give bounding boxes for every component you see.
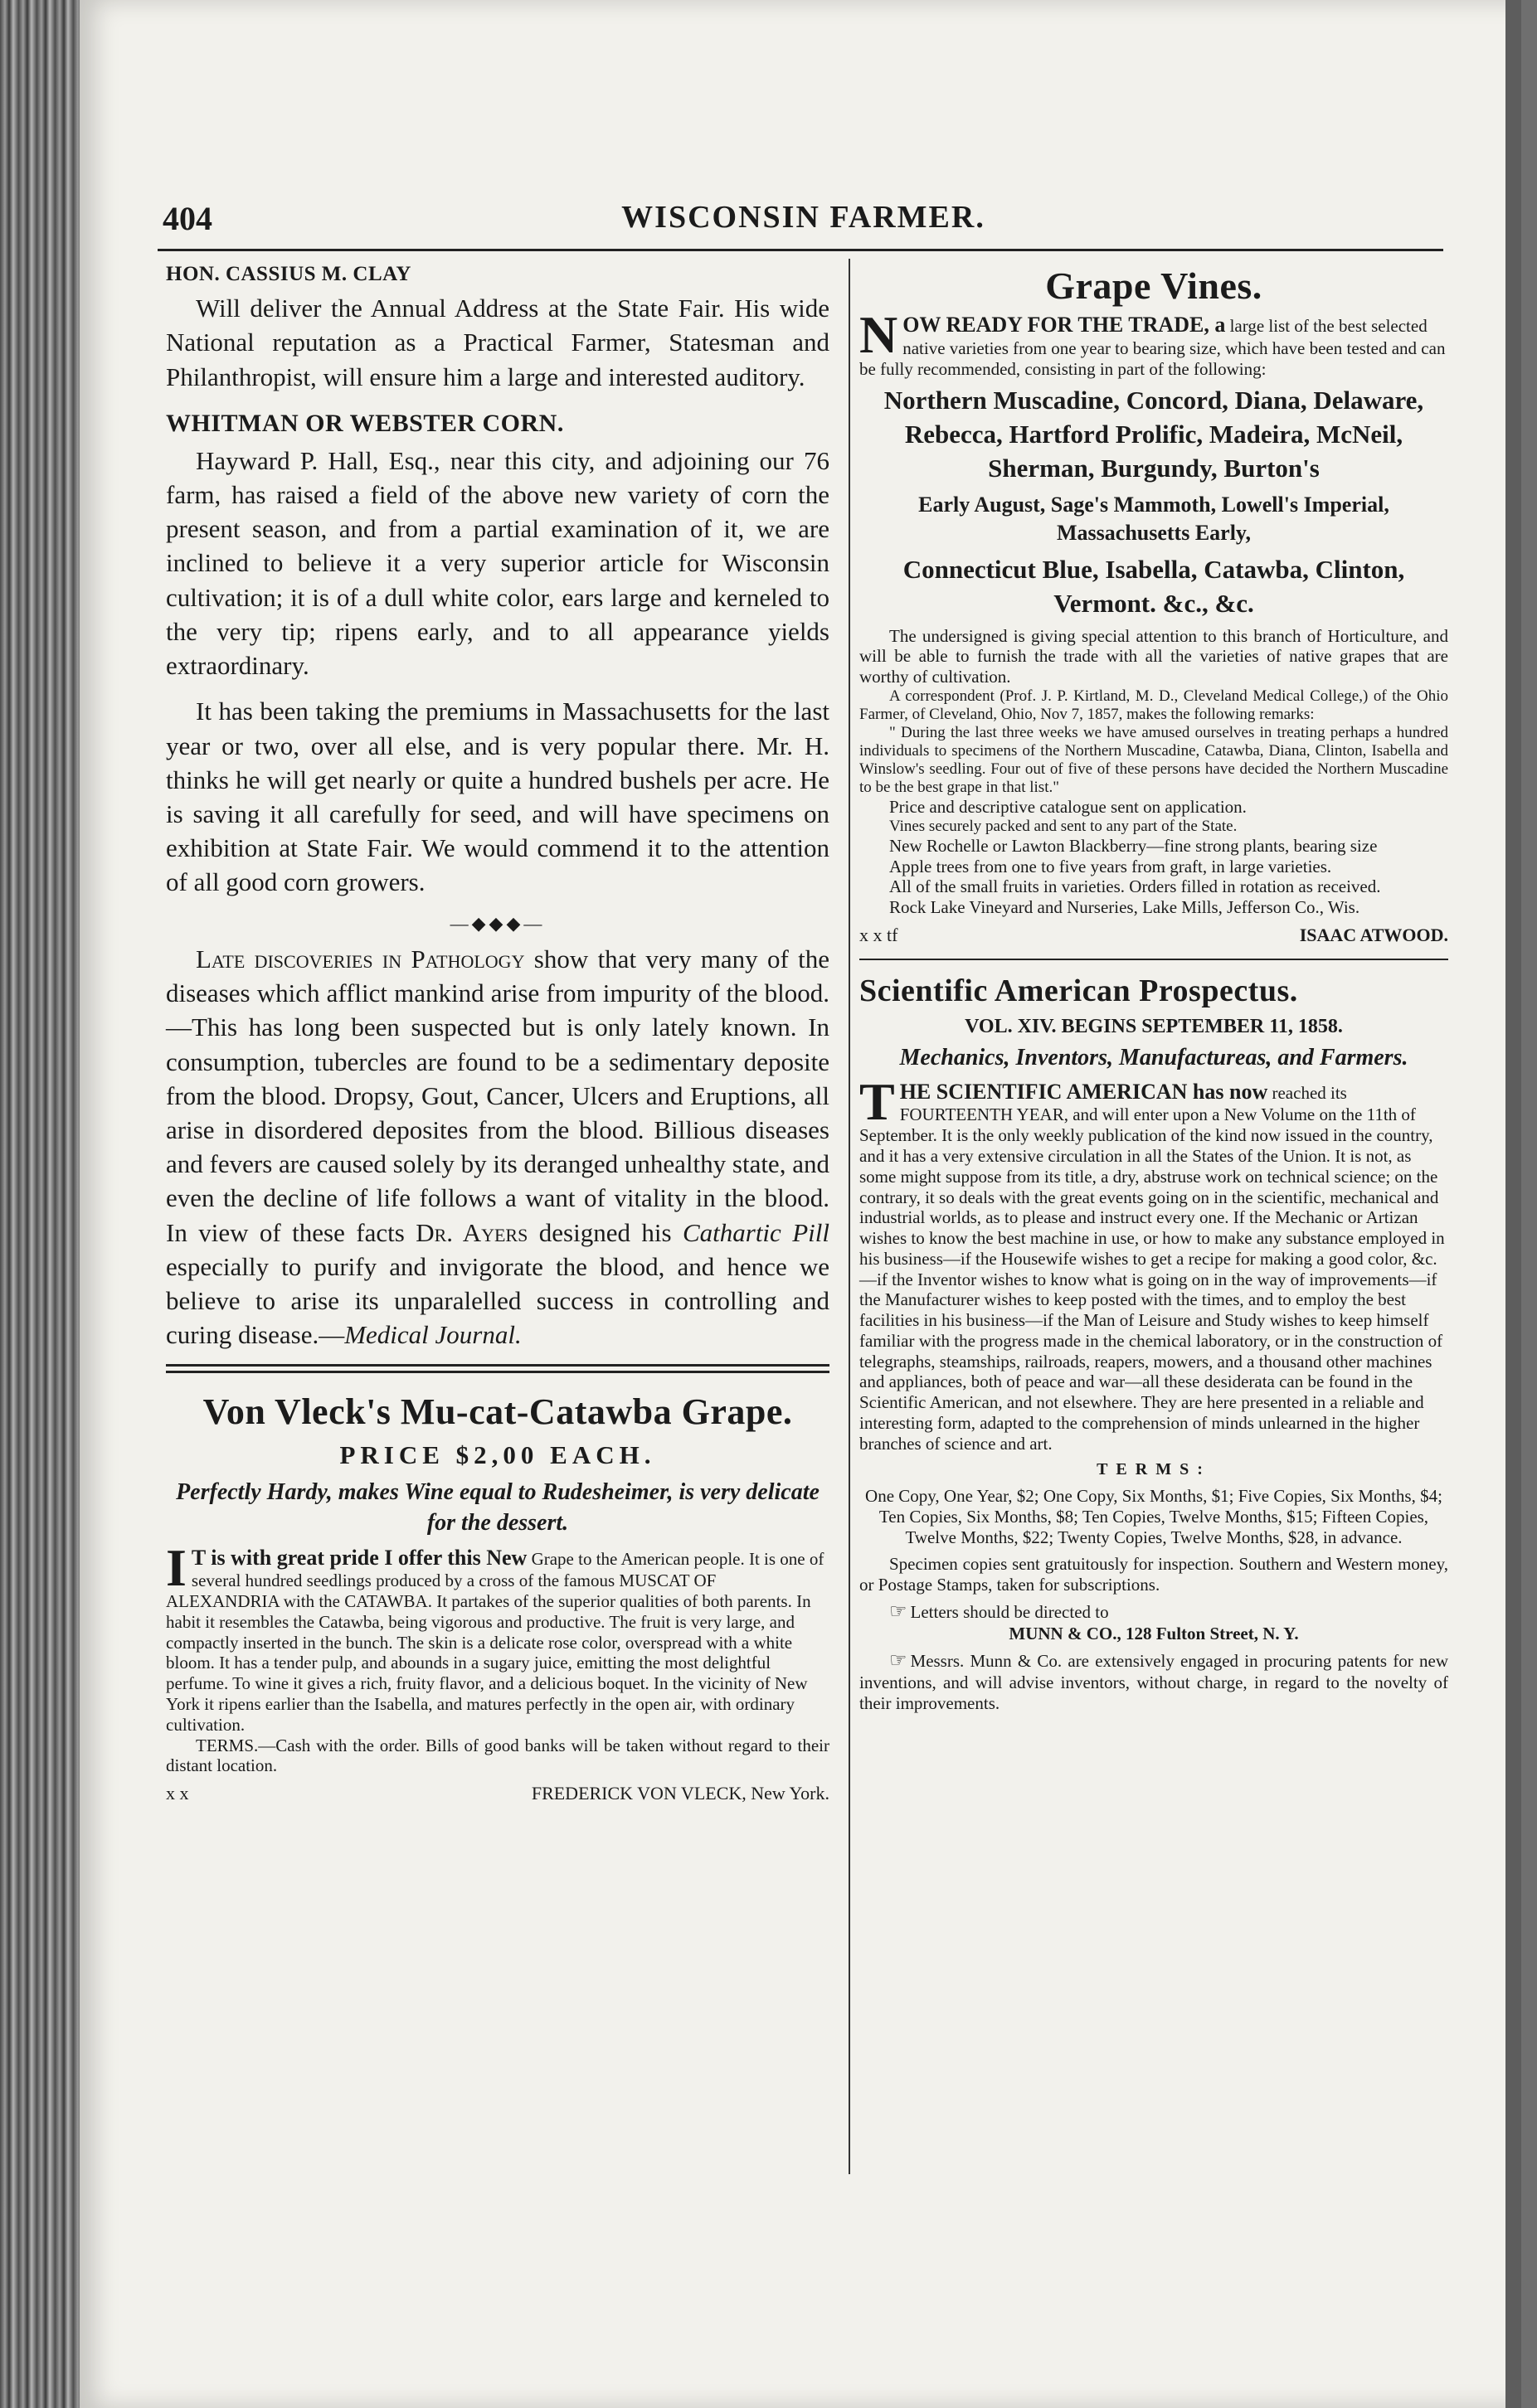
- ornament-divider: —◆◆◆—: [450, 912, 546, 934]
- book-binding: [0, 0, 80, 2408]
- vines-paragraph-4: Price and descriptive catalogue sent on application.: [889, 797, 1247, 818]
- grape-ad-title: Von Vleck's Mu-cat-Catawba Grape.: [202, 1391, 793, 1432]
- page-edge-shadow: [1505, 0, 1521, 2408]
- sci-body: reached its FOURTEENTH YEAR, and will enter upon a New Volume on the 11th of September. It is the only weekly publication of the kind now issued in the country, and it has a very extensive circulation in all the States of the Union. It is not, as some might suppose from its title, a dry, abstruse work on technical science; on the contrary, it so deals with the great events going on in the scientific, mechanical and industrial worlds, as to please and instruct every one. If the Mechanic or Artizan wishes to know the best machine in use, or how to make any substance employed in his business—if the Housewife wishes to get a recipe for making a good color, &c.—if the Inventor wishes to know what is going on in the way of improvements—if the Manufacturer wishes to keep posted with the times, and to employ the best facilities in his business—if the Man of Leisure and Study wishes to keep himself familiar with the progress made in the chemical laboratory, or in the construction of telegraphs, steamships, railroads, reapers, mowers, and a thousand other machines and appliances, both of peace and war—all these desiderata can be found in the Scientific American, and not elsewhere. They are here presented in a reliable and interesting form, adapted to the comprehension of minds unlearned in the higher branches of science and art.: [859, 1082, 1445, 1454]
- sci-letters: [859, 1600, 1448, 1624]
- grape-ad-price: PRICE $2,00 EACH.: [339, 1440, 656, 1470]
- vines-sig-right: ISAAC ATWOOD.: [1299, 924, 1448, 945]
- page-number: 404: [163, 200, 212, 237]
- pathology-text-3: especially to purify and invigorate the blood, and hence we believe to arise its unparalelled success in controlling and curing disease.—: [166, 1251, 829, 1350]
- vines-varieties-3: Connecticut Blue, Isabella, Catawba, Clinton, Vermont. &c., &c.: [902, 554, 1405, 618]
- vines-sig-left: x x tf: [859, 924, 898, 945]
- vines-paragraph-8: All of the small fruits in varieties. Orders filled in rotation as received.: [889, 876, 1381, 897]
- vines-paragraph-9: Rock Lake Vineyard and Nurseries, Lake Mills, Jefferson Co., Wis.: [889, 897, 1360, 918]
- corn-heading: WHITMAN OR WEBSTER CORN.: [166, 409, 564, 437]
- sci-lead: HE SCIENTIFIC AMERICAN has now: [899, 1079, 1268, 1104]
- right-column: [859, 254, 1448, 1714]
- sci-specimen: Specimen copies sent gratuitously for inspection. Southern and Western money, or Postage Stamps, taken for subscriptions.: [859, 1554, 1448, 1595]
- right-section-rule: [859, 959, 1448, 960]
- grape-ad-sig-right: FREDERICK VON VLECK, New York.: [531, 1783, 829, 1804]
- grape-ad-body: [166, 1537, 829, 1736]
- header-rule: [158, 249, 1443, 251]
- corn-paragraph-1: Hayward P. Hall, Esq., near this city, and adjoining our 76 farm, has raised a field of the above new variety of corn the present season, and from a partial examination of it, we are inclined to believe it a very superior article for Wisconsin cultivation; it is of a dull white color, ears large and kerneled to the very tip; ripens early, and to all appearance yields extraordinary.: [166, 445, 829, 681]
- grape-ad-dropcap: I: [166, 1537, 187, 1597]
- vines-lead: OW READY FOR THE TRADE, a: [902, 313, 1226, 337]
- clay-heading: HON. CASSIUS M. CLAY: [166, 263, 411, 285]
- vines-paragraph-7: Apple trees from one to five years from graft, in large varieties.: [889, 856, 1332, 876]
- pointing-hand-icon: ☞: [889, 1649, 907, 1672]
- vines-intro-block: [859, 305, 1448, 379]
- pathology-lead: Late discoveries in Pathology: [196, 944, 525, 973]
- vines-paragraph-5: Vines securely packed and sent to any part of the State.: [889, 817, 1238, 835]
- sci-dropcap: T: [859, 1071, 895, 1131]
- vines-paragraph-6: New Rochelle or Lawton Blackberry—fine strong plants, bearing size: [889, 835, 1378, 856]
- vines-title: Grape Vines.: [1045, 265, 1262, 307]
- pathology-article: [166, 942, 829, 1352]
- left-column: [166, 254, 829, 1805]
- sci-munn-text: Messrs. Munn & Co. are extensively engaged in procuring patents for new inventions, and will advise inventors, without charge, in regard to the novelty of their improvements.: [859, 1650, 1448, 1714]
- vines-paragraph-2: A correspondent (Prof. J. P. Kirtland, M. D., Cleveland Medical College,) of the Ohio Farmer, of Cleveland, Ohio, Nov 7, 1857, makes the following remarks:: [859, 687, 1448, 723]
- clay-text: Will deliver the Annual Address at the State Fair. His wide National reputation as a Practical Farmer, Statesman and Philanthropist, will ensure him a large and interested auditory.: [166, 294, 829, 391]
- sci-munn: [859, 1649, 1448, 1714]
- vines-intro: large list of the best selected native varieties from one year to bearing size, which have been tested and can be fully recommended, consisting in part of the following:: [859, 316, 1446, 379]
- vines-signature: [859, 923, 1448, 947]
- section-double-rule: [166, 1364, 829, 1373]
- grape-ad-tagline: Perfectly Hardy, makes Wine equal to Rudesheimer, is very delicate for the dessert.: [176, 1479, 820, 1537]
- pathology-doctor: Dr. Ayers: [416, 1217, 528, 1247]
- sci-title: Scientific American Prospectus.: [859, 973, 1298, 1009]
- sci-subtitle: Mechanics, Inventors, Manufactureas, and Farmers.: [899, 1044, 1408, 1070]
- pathology-text-1: show that very many of the diseases which afflict mankind arise from impurity of the blood.—This has long been suspected but is only lately known. In consumption, tubercles are found to be a sedimentary deposite from the blood. Dropsy, Gout, Cancer, Ulcers and Eruptions, all arise in disordered deposites from the blood. Billious diseases and fevers are caused solely by its deranged unhealthy state, and even the decline of life follows a want of vitality in the blood. In view of these facts: [166, 944, 829, 1247]
- column-divider: [849, 259, 850, 2174]
- vines-paragraph-3: " During the last three weeks we have amused ourselves in treating perhaps a hundred individuals to specimens of the Northern Muscadine, Catawba, Diana, Clinton, Isabella and Winslow's seedling. Four out of five of these persons have decided the Northern Muscadine to be the best grape in that list.": [859, 723, 1448, 796]
- page-header: [163, 199, 1444, 249]
- grape-ad-terms: TERMS.—Cash with the order. Bills of good banks will be taken without regard to their distant location.: [166, 1735, 829, 1776]
- vines-paragraph-1: The undersigned is giving special attention to this branch of Horticulture, and will be able to furnish the trade with all the varieties of native grapes that are worthy of cultivation.: [859, 625, 1448, 687]
- pathology-pill: Cathartic Pill: [682, 1217, 829, 1247]
- grape-ad-signature: [166, 1781, 829, 1805]
- sci-body-block: [859, 1071, 1448, 1454]
- vines-dropcap: N: [859, 305, 898, 365]
- vines-varieties-1: Northern Muscadine, Concord, Diana, Delaware, Rebecca, Hartford Prolific, Madeira, McNeil, Sherman, Burgundy, Burton's: [883, 386, 1424, 483]
- grape-ad-lead: T is with great pride I offer this New: [191, 1545, 528, 1570]
- pointing-hand-icon: ☞: [889, 1600, 907, 1623]
- sci-letters-text: Letters should be directed to: [910, 1601, 1109, 1622]
- pathology-source: Medical Journal.: [344, 1320, 522, 1350]
- sci-address: MUNN & CO., 128 Fulton Street, N. Y.: [1009, 1624, 1299, 1644]
- sci-terms-heading: TERMS:: [1097, 1460, 1211, 1479]
- grape-ad-sig-left: x x: [166, 1783, 189, 1804]
- sci-terms: One Copy, One Year, $2; One Copy, Six Months, $1; Five Copies, Six Months, $4; Ten Copies, Six Months, $8; Ten Copies, Twelve Months, $15; Fifteen Copies, Twelve Months, $22; Twenty Copies, Twelve Months, $28, in advance.: [865, 1486, 1442, 1547]
- pathology-text-2: designed his: [528, 1217, 683, 1247]
- sci-volume: VOL. XIV. BEGINS SEPTEMBER 11, 1858.: [965, 1015, 1343, 1037]
- running-title: WISCONSIN FARMER.: [621, 200, 985, 235]
- corn-paragraph-2: It has been taking the premiums in Massachusetts for the last year or two, over all else, and is very popular there. Mr. H. thinks he will get nearly or quite a hundred bushels per acre. He is saving it all carefully for seed, and will have specimens on exhibition at State Fair. We would commend it to the attention of all good corn growers.: [166, 697, 829, 897]
- grape-ad-text: Grape to the American people. It is one of several hundred seedlings produced by a cross of the famous MUSCAT OF ALEXANDRIA with the CATAWBA. It partakes of the superior qualities of both parents. In habit it resembles the Catawba, being vigorous and productive. The fruit is very large, and compactly inserted in the bunch. The skin is a delicate rose color, overspread with a white bloom. It has a tender pulp, and abounds in a sugary juice, emitting the most delightful perfume. To wine it gives a rich, fruity flavor, and a delicious boquet. In the vicinity of New York it ripens earlier than the Isabella, and matures perfectly in the open air, with ordinary cultivation.: [166, 1548, 824, 1735]
- vines-varieties-2: Early August, Sage's Mammoth, Lowell's Imperial, Massachusetts Early,: [918, 493, 1389, 546]
